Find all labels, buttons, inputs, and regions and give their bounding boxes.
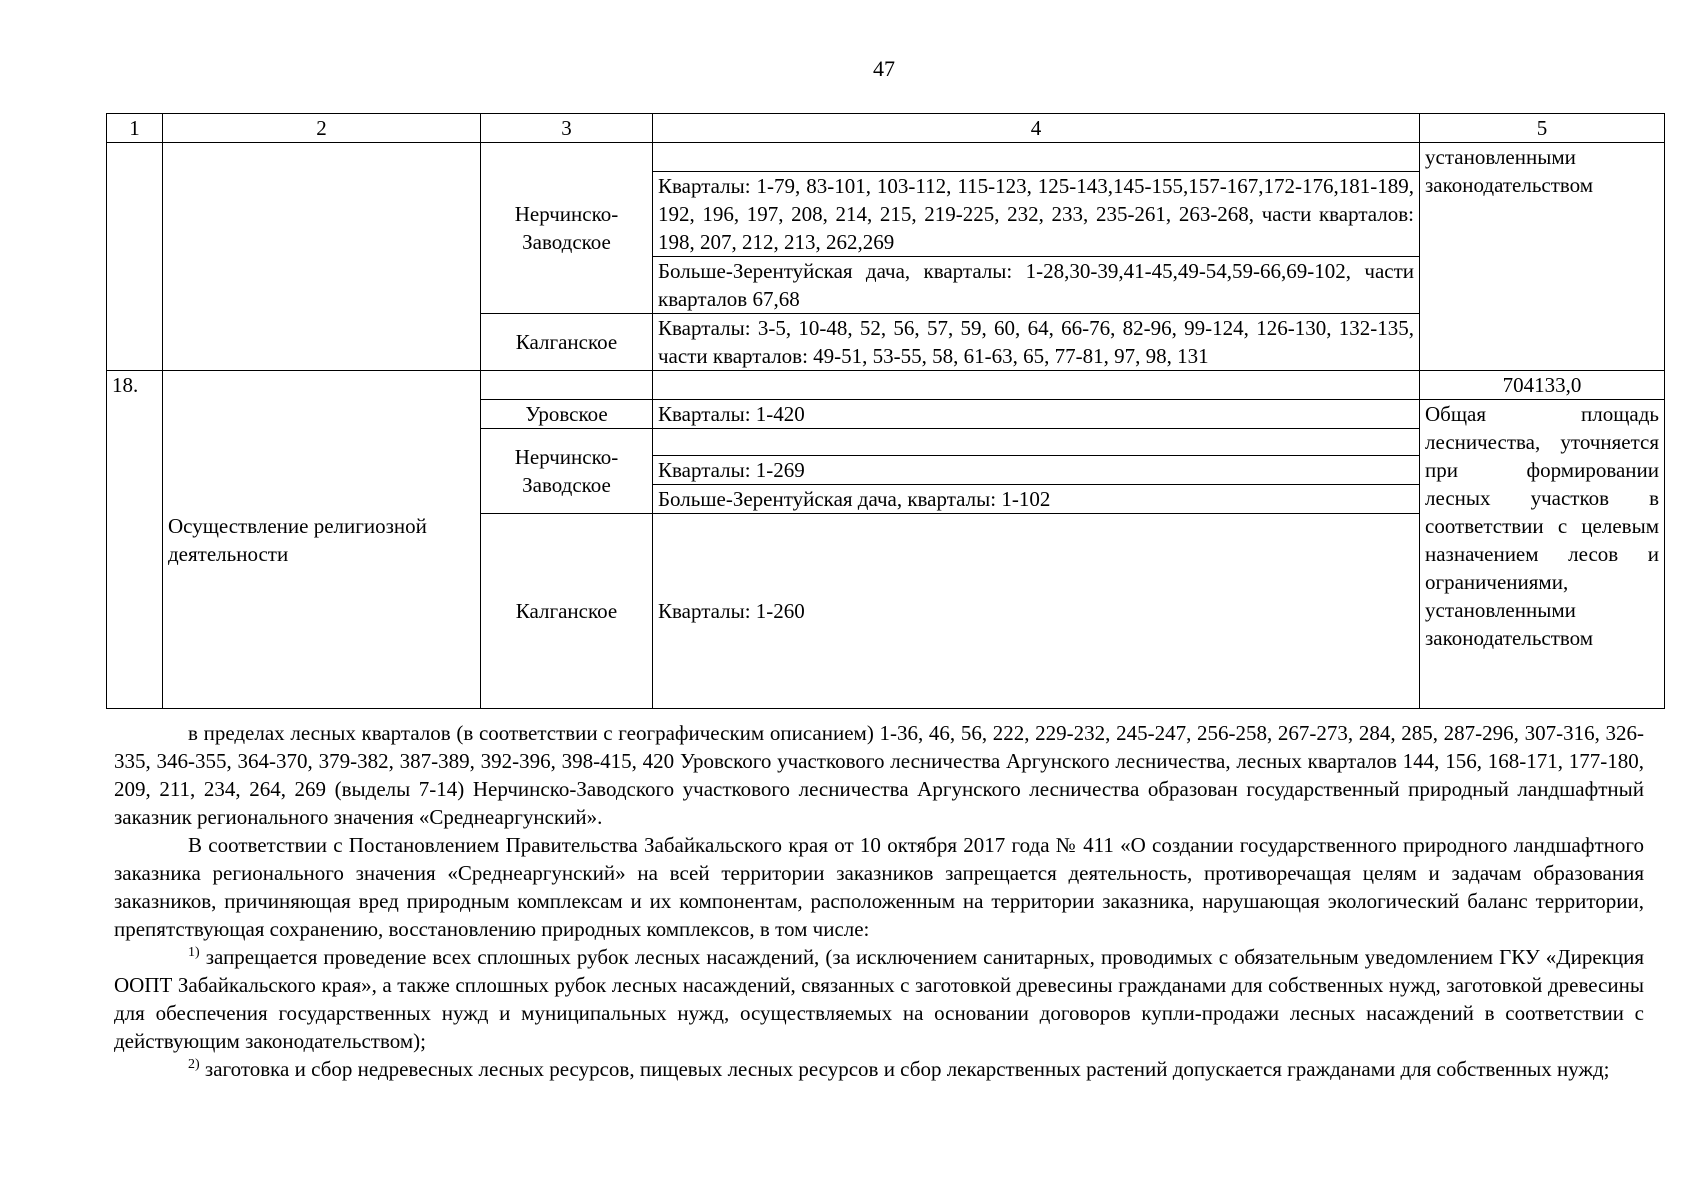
forestry-table-wrapper [106,113,1665,709]
header-col-4: 4 [653,114,1420,143]
district-name-kalg-18: Калганское [481,514,653,709]
quarters-urov: Кварталы: 1-420 [653,400,1420,429]
table-header-row [107,114,1665,143]
paragraph: В соответствии с Постановлением Правительства Забайкальского края от 10 октября 2017 года № 411 «О создании государственного природного ландшафтного заказника регионального значения «Среднеаргунский» на всей территории заказников запрещается деятельность, противоречащая целям и задачам образования заказников, причиняющая вред природным комплексам и их компонентам, расположенным на территории заказника, нарушающая экологический баланс территории, препятствующая сохранению, восстановлению природных комплексов, в том числе: [114,833,1644,941]
forestry-table [106,113,1665,709]
footnote-marker: 2) [188,1057,200,1072]
area-value: 704133,0 [1420,371,1665,400]
page-number: 47 [873,56,895,81]
table-row [107,143,1665,172]
paragraph-item-2: $^{2)}$ заготовка и сбор недревесных лесных ресурсов, пищевых лесных ресурсов и сбор лекарственных растений допускается гражданами для собственных нужд; [188,1057,1610,1081]
header-col-3: 3 [481,114,653,143]
cell-empty-quarters [653,143,1420,172]
header-col-1: 1 [107,114,163,143]
cell-empty [481,371,653,400]
district-name-nerch: Нерчинско- Заводское [481,143,653,314]
quarters-nerch: Кварталы: 1-79, 83-101, 103-112, 115-123, 125-143,145-155,157-167,172-176,181-189, 192, 196, 197, 208, 214, 215, 219-225, 232, 233, 235-261, 263-268, части кварталов: 198, 207, 212, 213, 262,269 [653,172,1420,257]
quarters-kalg-18: Кварталы: 1-260 [653,514,1420,709]
cell-note-cont: установленными законодательством [1420,143,1665,371]
quarters-nerch-18: Кварталы: 1-269 [653,456,1420,485]
quarters-bz: Больше-Зерентуйская дача, кварталы: 1-28,30-39,41-45,49-54,59-66,69-102, части кварталов 67,68 [653,257,1420,314]
district-name-nerch-18: Нерчинско- Заводское [481,429,653,514]
cell-activity-empty [163,143,481,371]
row-number: 18. [107,371,163,709]
quarters-bz-18: Больше-Зерентуйская дача, кварталы: 1-102 [653,485,1420,514]
district-name-kalg: Калганское [481,314,653,371]
header-col-5: 5 [1420,114,1665,143]
cell-num-empty [107,143,163,371]
header-col-2: 2 [163,114,481,143]
paragraph: в пределах лесных кварталов (в соответствии с географическим описанием) 1-36, 46, 56, 222, 229-232, 245-247, 256-258, 267-273, 284, 285, 287-296, 307-316, 326-335, 346-355, 364-370, 379-382, 387-389, 392-396, 398-415, 420 Уровского участкового лесничества Аргунского лесничества, лесных кварталов 144, 156, 168-171, 177-180, 209, 211, 234, 264, 269 (выделы 7-14) Нерчинско-Заводского участкового лесничества Аргунского лесничества образован государственный природный ландшафтный заказник регионального значения «Среднеаргунский». [114,721,1644,829]
quarters-kalg: Кварталы: 3-5, 10-48, 52, 56, 57, 59, 60, 64, 66-76, 82-96, 99-124, 126-130, 132-135, части кварталов: 49-51, 53-55, 58, 61-63, 65, 77-81, 97, 98, 131 [653,314,1420,371]
area-note: Общая площадь лесничества, уточняется при формировании лесных участков в соответствии с целевым назначением лесов и ограничениями, установленными законодательством [1420,400,1665,709]
footnote-marker: 1) [188,945,200,960]
activity-name: Осуществление религиозной деятельности [163,371,481,709]
paragraph-item-1: $^{1)}$ запрещается проведение всех сплошных рубок лесных насаждений, (за исключением санитарных, проводимых с обязательным уведомлением ГКУ «Дирекция ООПТ Забайкальского края», а также сплошных рубок лесных насаждений, связанных с заготовкой древесины гражданами для собственных нужд, заготовкой древесины для обеспечения государственных нужд и муниципальных нужд, осуществляемых на основании договоров купли-продажи лесных насаждений в соответствии с действующим законодательством); [114,945,1644,1053]
table-row [107,371,1665,400]
cell-empty [653,371,1420,400]
district-name-urov: Уровское [481,400,653,429]
cell-empty [653,429,1420,456]
body-text [114,719,1644,1083]
